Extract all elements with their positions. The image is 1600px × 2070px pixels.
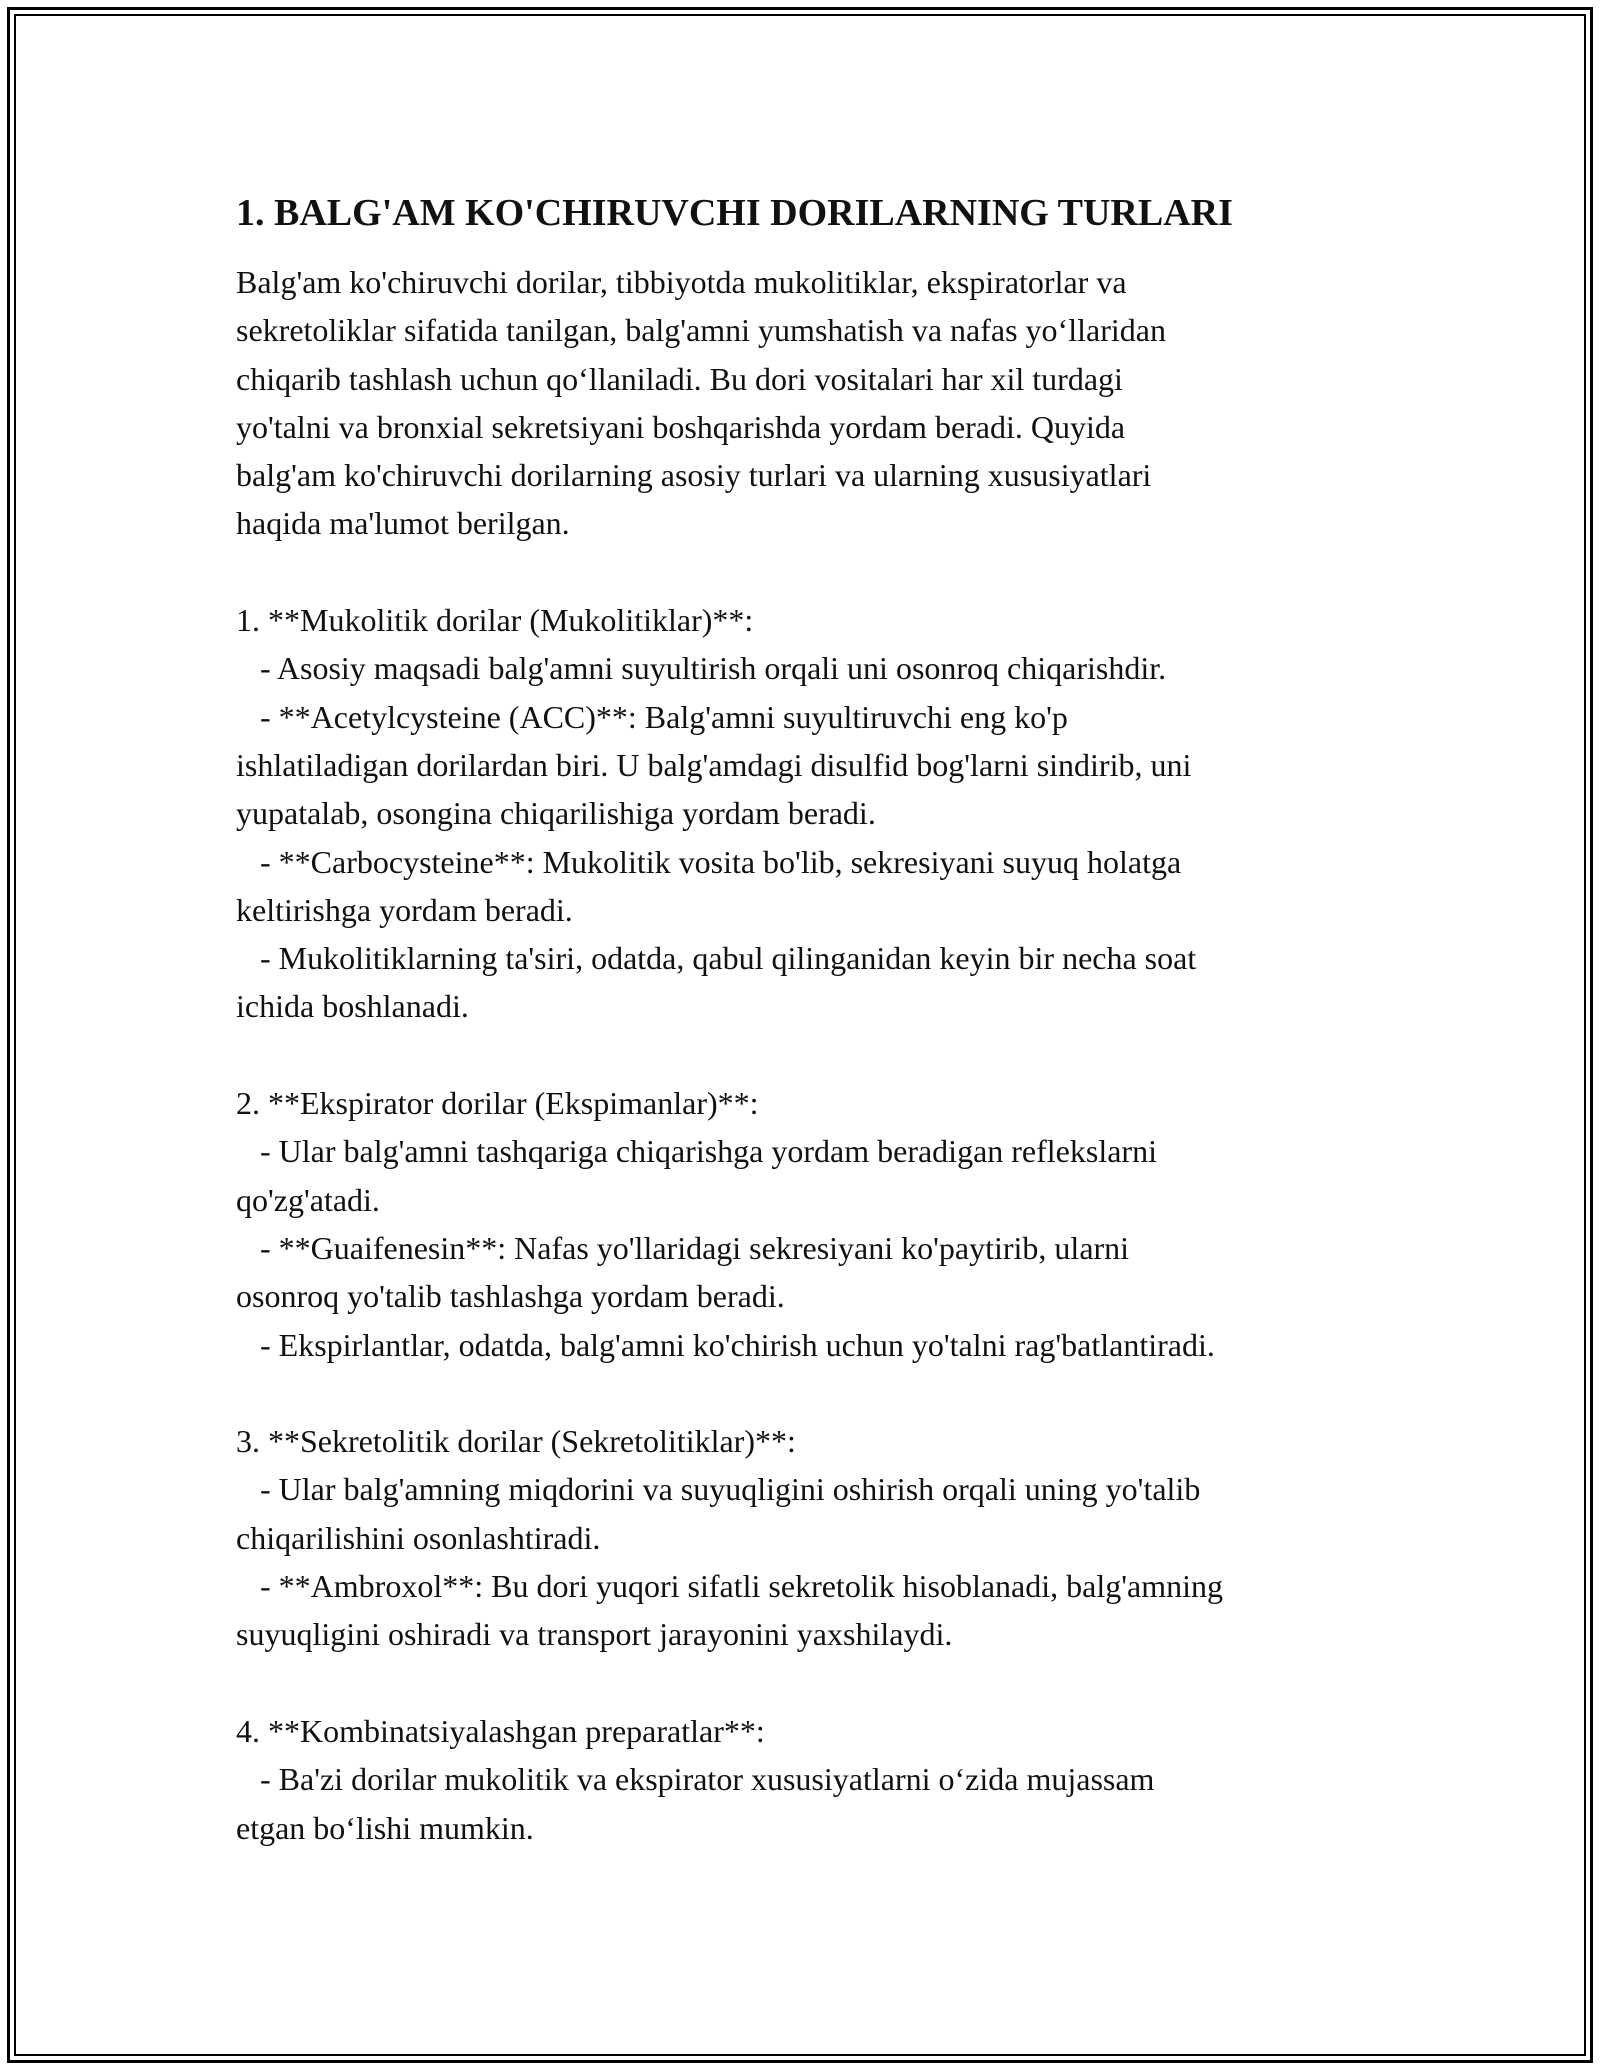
section-sekretolitik	[236, 1417, 1386, 1707]
section-title: 2. **Ekspirator dorilar (Ekspimanlar)**:	[236, 1085, 759, 1122]
intro-line: Balg'am ko'chiruvchi dorilar, tibbiyotda mukolitiklar, ekspiratorlar va	[236, 264, 1127, 300]
section-title: 3. **Sekretolitik dorilar (Sekretolitiklar)**:	[236, 1423, 796, 1460]
section-ekspirator	[236, 1079, 1386, 1417]
intro-line: haqida ma'lumot berilgan.	[236, 505, 570, 542]
list-item-line: qo'zg'atadi.	[236, 1181, 380, 1218]
intro-paragraph	[236, 258, 1386, 596]
list-item-line: ishlatiladigan dorilardan biri. U balg'amdagi disulfid bog'larni sindirib, uni	[236, 746, 1192, 783]
section-title: 1. **Mukolitik dorilar (Mukolitiklar)**:	[236, 602, 754, 639]
document-body	[236, 188, 1386, 1852]
blank-line	[236, 1369, 1386, 1417]
section-title: 4. **Kombinatsiyalashgan preparatlar**:	[236, 1712, 765, 1749]
list-item-line: - Ekspirlantlar, odatda, balg'amni ko'chirish uchun yo'talni rag'batlantiradi.	[236, 1326, 1215, 1363]
list-item-line: - **Ambroxol**: Bu dori yuqori sifatli sekretolik hisoblanadi, balg'amning	[236, 1568, 1223, 1605]
list-item-line: yupatalab, osongina chiqarilishiga yordam beradi.	[236, 795, 876, 832]
blank-line	[236, 1031, 1386, 1079]
blank-line	[236, 548, 1386, 596]
list-item-line: - Ular balg'amning miqdorini va suyuqligini oshirish orqali uning yo'talib	[236, 1471, 1201, 1508]
list-item-line: - **Carbocysteine**: Mukolitik vosita bo'lib, sekresiyani suyuq holatga	[236, 843, 1182, 880]
list-item-line: suyuqligini oshiradi va transport jarayonini yaxshilaydi.	[236, 1616, 953, 1653]
list-item-line: etgan boʻlishi mumkin.	[236, 1809, 534, 1846]
blank-line	[236, 1659, 1386, 1707]
document-heading: 1. BALG'AM KO'CHIRUVCHI DORILARNING TURLARI	[236, 192, 1233, 234]
list-item-line: - Ba'zi dorilar mukolitik va ekspirator xususiyatlarni oʻzida mujassam	[236, 1761, 1155, 1798]
list-item-line: - Mukolitiklarning ta'siri, odatda, qabul qilinganidan keyin bir necha soat	[236, 940, 1197, 977]
list-item-line: chiqarilishini osonlashtiradi.	[236, 1519, 601, 1556]
list-item-line: ichida boshlanadi.	[236, 988, 469, 1025]
list-item-line: - Ular balg'amni tashqariga chiqarishga yordam beradigan reflekslarni	[236, 1133, 1157, 1170]
intro-line: yo'talni va bronxial sekretsiyani boshqarishda yordam beradi. Quyida	[236, 408, 1126, 445]
list-item-line: - **Guaifenesin**: Nafas yo'llaridagi sekresiyani ko'paytirib, ularni	[236, 1229, 1130, 1266]
intro-line: chiqarib tashlash uchun qoʻllaniladi. Bu dori vositalari har xil turdagi	[236, 360, 1123, 397]
intro-line: sekretoliklar sifatida tanilgan, balg'amni yumshatish va nafas yoʻllaridan	[236, 312, 1166, 349]
section-kombinatsiya	[236, 1707, 1386, 1852]
list-item-line: - Asosiy maqsadi balg'amni suyultirish orqali uni osonroq chiqarishdir.	[236, 650, 1167, 687]
list-item-line: - **Acetylcysteine (ACC)**: Balg'amni suyultiruvchi eng ko'p	[236, 698, 1068, 735]
section-mukolitik	[236, 596, 1386, 1079]
list-item-line: keltirishga yordam beradi.	[236, 891, 573, 928]
intro-line: balg'am ko'chiruvchi dorilarning asosiy turlari va ularning xususiyatlari	[236, 457, 1152, 494]
list-item-line: osonroq yo'talib tashlashga yordam beradi.	[236, 1278, 785, 1315]
